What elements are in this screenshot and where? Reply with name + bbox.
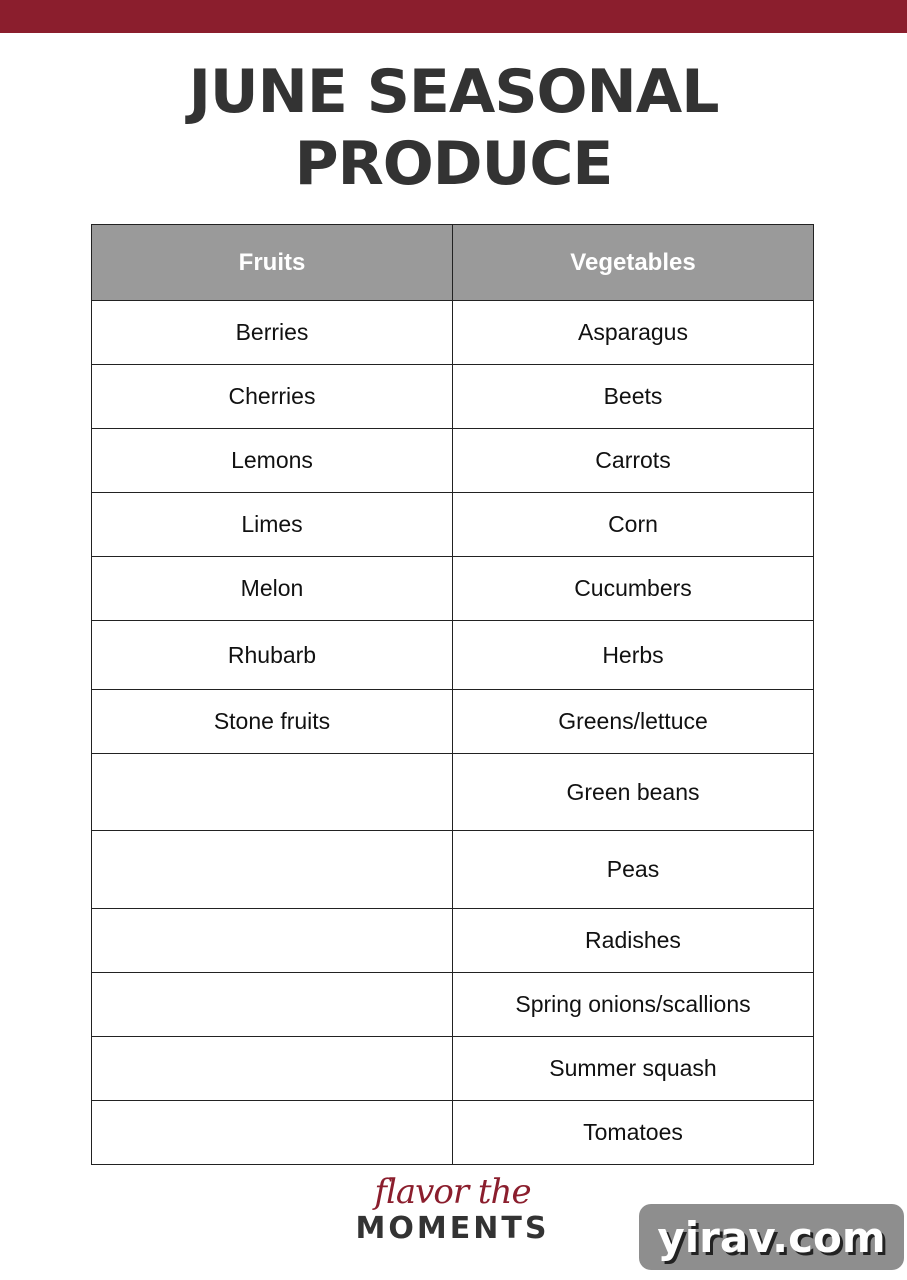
table-row [92, 754, 814, 831]
table-row [92, 1037, 814, 1101]
vegetable-cell: Asparagus [453, 301, 814, 365]
fruit-cell: Melon [92, 557, 453, 621]
vegetable-cell: Summer squash [453, 1037, 814, 1101]
title-line-2: PRODUCE [294, 129, 613, 199]
vegetable-cell: Green beans [453, 754, 814, 831]
fruit-cell: Stone fruits [92, 690, 453, 754]
table-row [92, 365, 814, 429]
fruit-cell: Berries [92, 301, 453, 365]
table-header-row [92, 225, 814, 301]
vegetable-cell: Radishes [453, 909, 814, 973]
fruit-cell [92, 1101, 453, 1165]
watermark-badge: yirav.com [639, 1204, 904, 1270]
table-row [92, 973, 814, 1037]
vegetable-cell: Cucumbers [453, 557, 814, 621]
table-row [92, 621, 814, 690]
fruit-cell [92, 831, 453, 909]
produce-table [91, 224, 814, 1165]
vegetable-cell: Peas [453, 831, 814, 909]
fruit-cell: Cherries [92, 365, 453, 429]
table-row [92, 909, 814, 973]
logo-wordmark: MOMENTS [355, 1211, 550, 1246]
table-row [92, 429, 814, 493]
title-line-1: JUNE SEASONAL [188, 57, 719, 127]
page-title [0, 56, 907, 200]
top-accent-bar [0, 0, 907, 33]
vegetable-cell: Greens/lettuce [453, 690, 814, 754]
table-row [92, 301, 814, 365]
fruit-cell: Rhubarb [92, 621, 453, 690]
vegetable-cell: Corn [453, 493, 814, 557]
header-vegetables: Vegetables [453, 225, 814, 301]
fruit-cell [92, 973, 453, 1037]
vegetable-cell: Tomatoes [453, 1101, 814, 1165]
header-fruits: Fruits [92, 225, 453, 301]
table-row [92, 831, 814, 909]
table-row [92, 557, 814, 621]
vegetable-cell: Spring onions/scallions [453, 973, 814, 1037]
fruit-cell: Limes [92, 493, 453, 557]
table-row [92, 1101, 814, 1165]
fruit-cell [92, 754, 453, 831]
logo-script-text: flavor the [374, 1172, 531, 1212]
vegetable-cell: Herbs [453, 621, 814, 690]
fruit-cell [92, 909, 453, 973]
table-row [92, 690, 814, 754]
vegetable-cell: Carrots [453, 429, 814, 493]
vegetable-cell: Beets [453, 365, 814, 429]
fruit-cell [92, 1037, 453, 1101]
table-row [92, 493, 814, 557]
fruit-cell: Lemons [92, 429, 453, 493]
brand-logo [355, 1172, 550, 1246]
